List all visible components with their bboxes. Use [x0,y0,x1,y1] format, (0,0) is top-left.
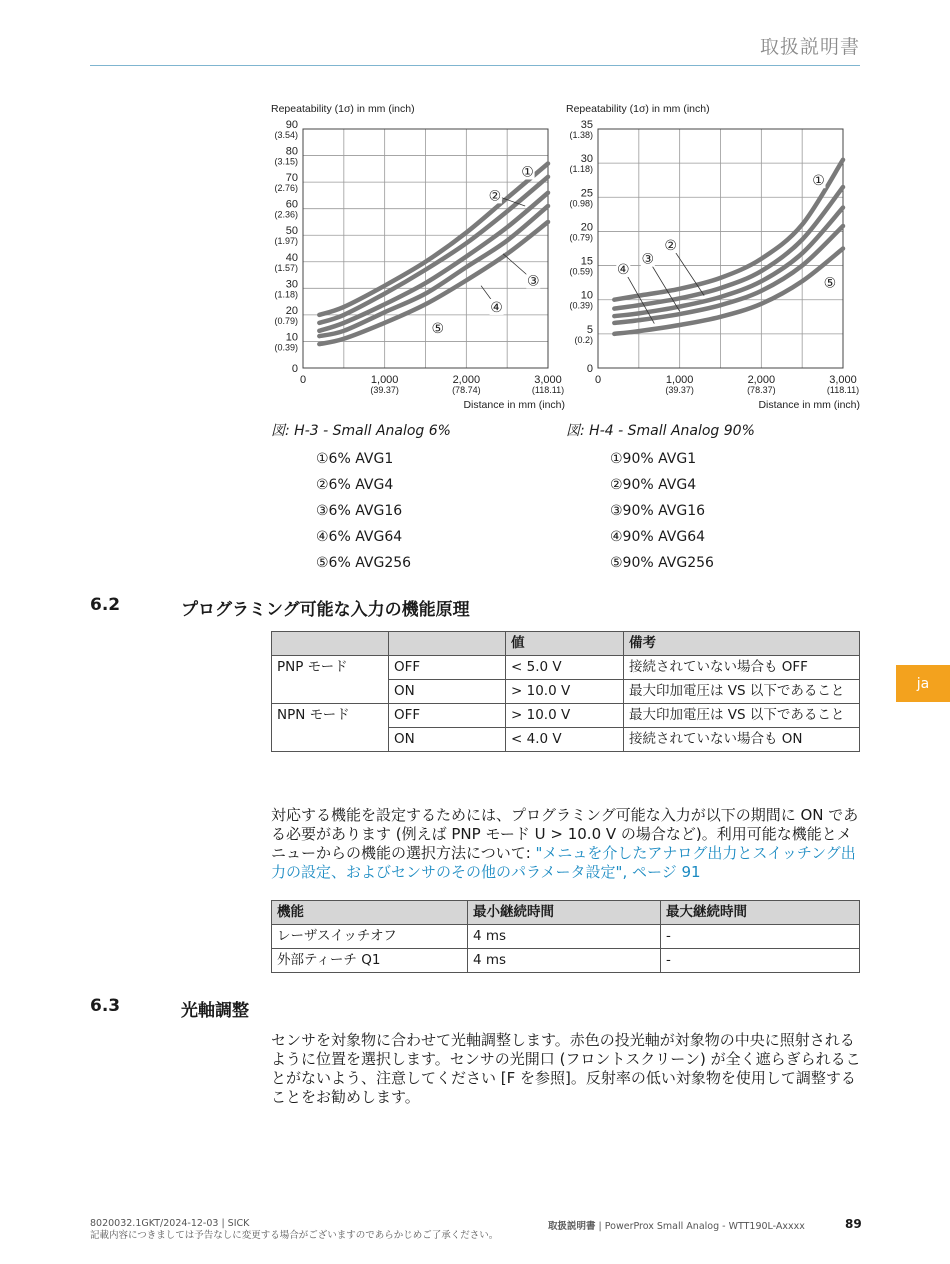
legend-item: ②90% AVG4 [610,477,697,493]
legend-item: ④90% AVG64 [610,529,706,545]
alignment-paragraph: センサを対象物に合わせて光軸調整します。赤色の投光軸が対象物の中央に照射されるように位置を選択します。センサの光開口 (フロントスクリーン) が全く遮らぎられることがないよう、注意してください [F を参照]。反射率の低い対象物を使用して調整することをお勧めします。 [271,1031,861,1106]
legend-item: ⑤90% AVG256 [610,555,714,571]
value-cell: > 10.0 V [506,704,624,728]
header-rule [90,65,860,66]
state-cell: ON [389,680,506,704]
chart-caption-right: 図: H-4 - Small Analog 90% [566,423,755,439]
state-cell: ON [389,728,506,752]
table-row [272,656,860,680]
curve-label: ③ [641,251,655,268]
y-tick-sublabel: (1.18) [274,289,298,300]
table-row [272,949,860,973]
x-axis-label: Distance in mm (inch) [463,399,565,411]
y-tick-sublabel: (1.18) [569,164,593,175]
y-tick-sublabel: (3.15) [274,156,298,167]
menu-settings-link[interactable]: "メニュを介したアナログ出力とスイッチング出力の設定、およびセンサのその他のパラメータ設定", ページ 91 [271,844,856,881]
curve-label: ② [664,238,677,255]
y-tick-label: 10 [285,331,298,344]
footer-product: | PowerProx Small Analog - WTT190L-Axxxx [595,1221,805,1232]
table-cell: レーザスイッチオフ [272,925,468,949]
curve-label: ② [488,188,502,205]
x-tick-label: 1,000 [370,374,399,386]
input-paragraph [271,806,861,882]
y-tick-label: 25 [580,187,593,200]
y-tick-label: 60 [285,198,298,211]
note-cell: 最大印加電圧は VS 以下であること [624,704,860,728]
y-tick-label: 10 [580,289,593,302]
table-header-cell: 機能 [272,901,468,925]
mode-cell: NPN モード [272,704,389,752]
y-tick-label: 30 [580,153,593,166]
value-cell: < 5.0 V [506,656,624,680]
y-tick-sublabel: (1.38) [569,130,593,140]
x-tick-label: 2,000 [452,374,481,386]
y-tick-label: 15 [580,255,593,268]
legend-item: ④6% AVG64 [316,529,403,545]
y-tick-label: 90 [285,119,298,131]
y-tick-sublabel: (0.2) [574,334,593,345]
x-tick-label: 0 [594,374,602,386]
curve-label: ⑤ [431,321,445,338]
x-tick-sublabel: (118.11) [826,385,860,395]
legend-item: ①90% AVG1 [610,451,697,467]
y-tick-label: 5 [586,323,593,336]
page-number: 89 [845,1217,862,1231]
y-tick-sublabel: (3.54) [274,130,298,140]
chart-small-analog-90 [563,98,863,416]
table-cell: - [661,925,860,949]
x-axis-label: Distance in mm (inch) [758,399,860,411]
footer-left [90,1218,498,1242]
table-header-cell: 値 [506,632,624,656]
x-tick-label: 2,000 [747,374,776,386]
table-row [272,925,860,949]
y-tick-sublabel: (0.39) [569,300,593,311]
y-tick-label: 70 [285,172,298,185]
curve-label: ⑤ [823,275,837,292]
value-cell: < 4.0 V [506,728,624,752]
x-tick-sublabel: (118.11) [531,385,565,395]
value-cell: > 10.0 V [506,680,624,704]
y-axis-label: Repeatability (1σ) in mm (inch) [566,103,710,115]
table-cell: - [661,949,860,973]
paragraph-text: 対応する機能を設定するためには、プログラミング可能な入力が以下の期間に ON である必要があります (例えば PNP モード U > 10.0 V の場合など)。利用可能な機能とメニューからの機能の選択方法について: [271,806,859,862]
y-tick-label: 80 [285,145,298,158]
y-tick-sublabel: (0.98) [569,198,593,209]
section-number: 6.2 [90,595,121,615]
legend-right [610,446,714,576]
x-tick-label: 3,000 [534,374,562,386]
footer-doc-id: 8020032.1GKT/2024-12-03 | SICK [90,1218,250,1229]
y-axis-label: Repeatability (1σ) in mm (inch) [271,103,415,115]
y-tick-sublabel: (0.79) [274,315,298,326]
y-tick-sublabel: (2.36) [274,209,298,220]
table-cell: 外部ティーチ Q1 [272,949,468,973]
y-tick-sublabel: (0.59) [569,266,593,277]
footer-right [548,1218,805,1232]
curve-label: ④ [617,261,630,278]
y-tick-sublabel: (2.76) [274,183,298,194]
table-header-row [272,901,860,925]
y-tick-label: 0 [586,363,593,375]
curve-label: ③ [527,273,540,290]
x-tick-label: 3,000 [829,374,857,386]
note-cell: 最大印加電圧は VS 以下であること [624,680,860,704]
function-duration-table [271,900,860,973]
table-header-cell [272,632,389,656]
x-tick-sublabel: (78.37) [747,385,776,395]
language-tab[interactable]: ja [896,665,950,702]
note-cell: 接続されていない場合も ON [624,728,860,752]
table-header-row [272,632,860,656]
curve-label: ① [521,164,534,181]
table-header-cell [389,632,506,656]
y-tick-label: 20 [580,221,593,234]
y-tick-label: 40 [285,251,298,264]
x-tick-sublabel: (78.74) [452,385,481,395]
footer-doc-type: 取扱説明書 [548,1221,596,1232]
section-title: 光軸調整 [181,1001,249,1021]
y-tick-label: 30 [285,278,298,291]
state-cell: OFF [389,656,506,680]
x-tick-sublabel: (39.37) [370,385,399,395]
x-tick-label: 0 [299,374,307,386]
header-title: 取扱説明書 [759,36,860,58]
y-tick-sublabel: (1.97) [274,236,298,247]
legend-left [316,446,411,576]
series-line-1 [319,164,548,315]
y-tick-label: 50 [285,225,298,238]
table-header-cell: 最大継続時間 [661,901,860,925]
legend-item: ③6% AVG16 [316,503,403,519]
y-tick-sublabel: (0.79) [569,232,593,243]
curve-label: ① [812,173,825,190]
x-tick-label: 1,000 [665,374,694,386]
section-number: 6.3 [90,996,121,1016]
y-tick-label: 20 [285,304,298,317]
y-tick-label: 0 [291,363,298,375]
footer-disclaimer: 記載内容につきましては予告なしに変更する場合がございますのであらかじめご了承ください。 [90,1230,499,1241]
curve-label: ④ [490,299,503,316]
input-levels-table [271,631,860,752]
mode-cell: PNP モード [272,656,389,704]
state-cell: OFF [389,704,506,728]
chart-caption-left: 図: H-3 - Small Analog 6% [271,423,451,439]
note-cell: 接続されていない場合も OFF [624,656,860,680]
table-cell: 4 ms [468,949,661,973]
x-tick-sublabel: (39.37) [665,385,694,395]
legend-item: ①6% AVG1 [316,451,394,467]
y-tick-label: 35 [580,119,593,131]
legend-item: ⑤6% AVG256 [316,555,412,571]
chart-small-analog-6 [268,98,568,416]
y-tick-sublabel: (1.57) [274,262,298,273]
table-cell: 4 ms [468,925,661,949]
section-title: プログラミング可能な入力の機能原理 [181,600,470,620]
table-header-cell: 備考 [624,632,860,656]
legend-item: ②6% AVG4 [316,477,394,493]
table-row [272,704,860,728]
table-header-cell: 最小継続時間 [468,901,661,925]
legend-item: ③90% AVG16 [610,503,706,519]
y-tick-sublabel: (0.39) [274,342,298,353]
